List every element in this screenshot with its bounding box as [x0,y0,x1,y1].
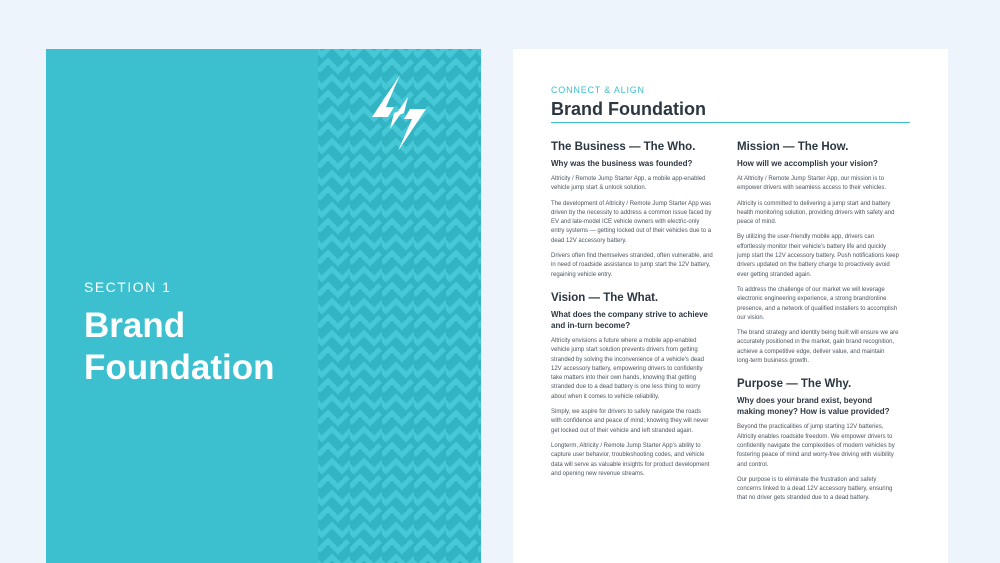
section-question: What does the company strive to achieve and in-turn become? [551,309,708,330]
paragraph: Altricity / Remote Jump Starter App, a mobile app-enabled vehicle jump start & unlock solution. [551,176,706,192]
section-heading: Mission — The How. [737,141,849,153]
page-title: Brand Foundation [551,99,706,119]
section-heading: The Business — The Who. [551,141,696,153]
lightning-bolt-icon [364,73,434,153]
paragraph: Drivers often find themselves stranded, often vulnerable, and in need of roadside assistance to jump start the 12V battery, regaining vehicle entry. [551,253,713,278]
section-title [84,305,275,389]
paragraph: At Altricity / Remote Jump Starter App, our mission is to empower drivers with seamless access to their vehicles. [737,176,887,192]
section-question: Why was the business was founded? [551,159,693,168]
paragraph: Altricity envisions a future where a mobile app-enabled vehicle jump start solution prevents drivers from getting stranded by solving the inconvenience of a vehicle's dead 12V accessory battery, empowering drivers to confidently take matters into their own hands, knowing that getting stranded due to a dead battery is one less thing to worry about when it comes to vehicle reliability. [551,337,704,400]
paragraph: Altricity is committed to delivering a jump start and battery health monitoring solution, providing drivers with safety and peace of mind. [737,200,895,226]
section-heading: Purpose — The Why. [737,378,852,391]
vision-section [551,292,713,479]
section-title-line-1: Brand [84,306,186,345]
paragraph: The development of Altricity / Remote Jump Starter App was driven by the necessity to address a common issue faced by EV and late-model ICE vehicle owners with electric-only entry systems — getting locked out of their vehicles due to a dead 12V accessory battery. [551,200,712,244]
section-question: Why does your brand exist, beyond making money? How is value provided? [737,396,890,417]
paragraph: The brand strategy and identity being built will ensure we are accurately positioned in the market, gain brand recognition, achieve a competitive edge, deliver value, and maintain long-term business growth. [737,330,899,365]
paragraph: Beyond the practicalities of jump starting 12V batteries, Altricity enables roadside freedom. We empower drivers to confidently navigate the complexities of modern vehicles by fostering peace of mind and worry-free driving with visibility and control. [737,424,895,468]
section-heading: Vision — The What. [551,291,659,304]
right-column [737,141,899,516]
paragraph: Longterm, Altricity / Remote Jump Starter App's ability to capture user behavior, troubleshooting codes, and vehicle data will serve as valuable insights for product development and opening new revenue streams. [551,442,710,477]
paragraph: By utilizing the user-friendly mobile app, drivers can effortlessly monitor their vehicle's battery life and quickly jump start the 12V accessory battery. Push notifications keep drivers updated on the battery charge to proactively avoid ever getting stranded again. [737,234,899,278]
document-page [513,49,948,563]
section-question: How will we accomplish your vision? [737,159,878,168]
purpose-section [737,378,899,503]
paragraph: To address the challenge of our market we will leverage electronic engineering experience, a strong brand/online presence, and a network of qualified installers to accomplish our vision. [737,286,898,321]
section-title-line-2: Foundation [84,348,275,387]
paragraph: Our purpose is to eliminate the frustration and safety concerns linked to a dead 12V accessory battery, ensuring that no driver gets stranded due to a dead battery. [737,476,893,502]
section-label: SECTION 1 [84,279,172,295]
title-divider [551,122,910,123]
paragraph: Simply, we aspire for drivers to safely navigate the roads with confidence and peace of mind; knowing they will never get locked out of their vehicle and left stranded again. [551,409,709,434]
eyebrow-label: CONNECT & ALIGN [551,85,645,95]
mission-section [737,141,899,366]
business-section [551,141,713,280]
section-cover-panel [46,49,481,563]
left-column [551,141,713,491]
